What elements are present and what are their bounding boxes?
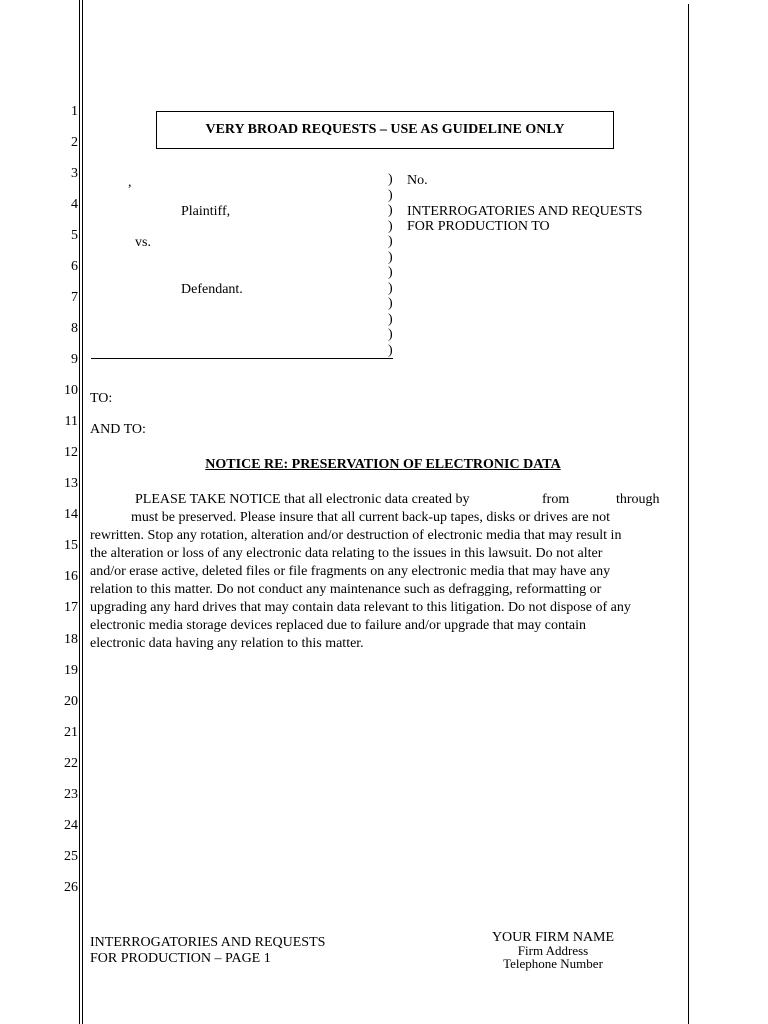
caption-paren: ) <box>388 234 393 249</box>
line-number: 6 <box>71 259 78 275</box>
caption-paren: ) <box>388 172 393 187</box>
caption-paren: ) <box>388 280 393 296</box>
line-number: 5 <box>71 228 78 244</box>
and-to-label: AND TO: <box>90 422 146 437</box>
caption-paren: ) <box>388 296 393 311</box>
caption-paren: ) <box>388 218 393 234</box>
line-number: 9 <box>71 352 78 368</box>
notice-first-line-part3: through <box>616 492 660 507</box>
document-title-line1: INTERROGATORIES AND REQUESTS <box>407 204 643 219</box>
line-number: 19 <box>64 662 78 678</box>
notice-body-line: electronic media storage devices replaced due to failure and/or upgrade that may contain <box>90 618 587 633</box>
notice-body-line: and/or erase active, deleted files or file fragments on any electronic media that may have any <box>90 564 611 579</box>
caption-title-box <box>156 111 614 149</box>
defendant-label: Defendant. <box>181 282 243 297</box>
firm-address: Firm Address <box>517 943 589 958</box>
line-number: 8 <box>71 321 78 337</box>
line-number: 26 <box>64 879 78 895</box>
line-number: 1 <box>71 104 78 119</box>
line-number: 17 <box>64 600 78 616</box>
line-number: 12 <box>64 445 78 461</box>
footer-title-line2: FOR PRODUCTION – PAGE 1 <box>90 951 271 966</box>
caption-parentheses <box>388 172 398 358</box>
line-number: 15 <box>64 538 78 554</box>
line-number: 3 <box>71 166 78 182</box>
caption-paren: ) <box>388 342 393 358</box>
line-number: 14 <box>64 507 78 523</box>
line-number: 13 <box>64 476 78 492</box>
notice-body-line: upgrading any hard drives that may contain data relevant to this litigation. Do not dispose of any <box>90 600 631 615</box>
firm-phone: Telephone Number <box>503 956 603 971</box>
notice-heading: NOTICE RE: PRESERVATION OF ELECTRONIC DATA <box>205 457 561 472</box>
firm-name: YOUR FIRM NAME <box>491 930 615 945</box>
notice-body-line: must be preserved. Please insure that all current back-up tapes, disks or drives are not <box>131 510 610 525</box>
notice-first-line-part1: PLEASE TAKE NOTICE that all electronic data created by <box>135 492 470 507</box>
caption-underline <box>91 358 393 359</box>
line-number: 22 <box>64 755 78 771</box>
line-number: 4 <box>71 197 78 213</box>
caption-paren: ) <box>388 187 393 203</box>
caption-paren: ) <box>388 265 393 280</box>
caption-paren: ) <box>388 311 393 327</box>
notice-body-line: relation to this matter. Do not conduct any maintenance such as defragging, reformatting or <box>90 582 602 597</box>
line-number: 21 <box>64 724 78 740</box>
to-label: TO: <box>90 391 113 406</box>
plaintiff-label: Plaintiff, <box>181 204 231 219</box>
left-margin-rule-inner <box>82 0 83 1024</box>
versus-label: vs. <box>135 235 151 250</box>
notice-body-line: rewritten. Stop any rotation, alteration and/or destruction of electronic media that may result in <box>90 528 622 543</box>
caption-paren: ) <box>388 327 393 342</box>
caption-title: VERY BROAD REQUESTS – USE AS GUIDELINE ONLY <box>205 122 565 137</box>
line-number: 25 <box>64 848 78 864</box>
line-number: 10 <box>64 383 78 399</box>
document-title-line2: FOR PRODUCTION TO <box>407 219 550 234</box>
line-number: 23 <box>64 786 78 802</box>
footer-title-line1: INTERROGATORIES AND REQUESTS <box>90 935 326 950</box>
line-number: 20 <box>64 693 78 709</box>
caption-paren: ) <box>388 203 393 218</box>
notice-body-line: electronic data having any relation to this matter. <box>90 636 364 651</box>
case-number-label: No. <box>407 173 428 188</box>
notice-first-line-part2: from <box>542 492 570 507</box>
line-number: 11 <box>64 414 78 430</box>
party-name-comma: , <box>128 175 132 190</box>
line-number: 2 <box>71 135 78 151</box>
caption-paren: ) <box>388 249 393 265</box>
left-margin-rule-outer <box>79 0 80 1024</box>
line-number: 18 <box>64 631 78 647</box>
notice-body-line: the alteration or loss of any electronic data relating to the issues in this lawsuit. Do not alter <box>90 546 603 561</box>
line-number: 7 <box>71 290 78 306</box>
line-number: 24 <box>64 817 78 833</box>
firm-block <box>470 931 636 972</box>
line-number: 16 <box>64 569 78 585</box>
